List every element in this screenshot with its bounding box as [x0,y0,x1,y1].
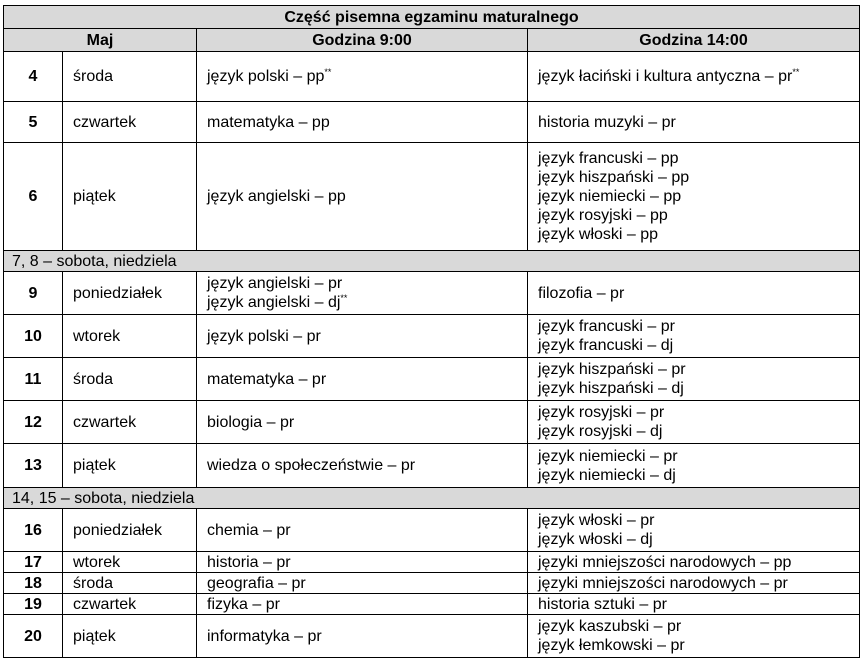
exam-subject: język francuski – pr [538,318,675,335]
exam-entry [538,553,849,572]
weekend-row [4,488,860,509]
day-number: 11 [4,358,63,401]
exam-subject: matematyka – pp [207,113,330,131]
title-row [4,6,860,29]
exam-entry [538,511,849,530]
exam-subject: język francuski – dj [538,337,674,354]
exam-subject: język rosyjski – dj [538,423,663,440]
weekday: piątek [63,615,197,658]
header-morning: Godzina 9:00 [197,29,528,52]
schedule-body [4,52,860,658]
footnote-marker: ** [792,67,800,77]
exam-subject: chemia – pr [207,521,291,539]
exam-entry [207,521,517,540]
afternoon-exams [528,272,860,315]
exam-row [4,358,860,401]
header-month: Maj [4,29,197,52]
exam-schedule-table [3,5,860,658]
day-number: 5 [4,102,63,143]
exam-subject: język kaszubski – pr [538,618,682,635]
morning-exams [197,401,528,444]
morning-exams [197,594,528,615]
exam-entry [207,553,517,572]
weekday: czwartek [63,102,197,143]
exam-entry [538,595,849,614]
morning-exams [197,272,528,315]
exam-entry [538,149,849,168]
day-number: 17 [4,552,63,573]
weekday: środa [63,573,197,594]
exam-subject: język angielski – pp [207,188,346,205]
day-number: 6 [4,143,63,251]
weekday: środa [63,52,197,102]
exam-subject: język hiszpański – dj [538,380,684,397]
exam-subject: języki mniejszości narodowych – pr [538,574,788,592]
exam-entry [207,67,517,86]
weekend-label: 7, 8 – sobota, niedziela [4,251,860,272]
exam-row [4,143,860,251]
morning-exams [197,315,528,358]
exam-subject: język hiszpański – pp [538,169,690,186]
exam-row [4,102,860,143]
exam-entry [207,327,517,346]
day-number: 13 [4,444,63,488]
exam-subject: historia sztuki – pr [538,595,667,613]
exam-subject: język niemiecki – dj [538,466,676,484]
exam-subject: język niemiecki – pp [538,188,682,205]
exam-entry [538,636,849,655]
weekday: czwartek [63,401,197,444]
exam-subject: język niemiecki – pr [538,447,678,465]
day-number: 12 [4,401,63,444]
exam-entry [207,370,517,389]
morning-exams [197,52,528,102]
exam-row [4,52,860,102]
exam-subject: fizyka – pr [207,595,280,613]
day-number: 19 [4,594,63,615]
afternoon-exams [528,552,860,573]
exam-entry [538,225,849,244]
weekday: poniedziałek [63,272,197,315]
exam-subject: język angielski – pr [207,275,343,292]
exam-entry [538,360,849,379]
exam-subject: matematyka – pr [207,370,327,388]
exam-entry [538,284,849,303]
weekday: piątek [63,143,197,251]
exam-entry [538,187,849,206]
exam-entry [538,317,849,336]
footnote-marker: ** [324,67,332,77]
weekday: wtorek [63,552,197,573]
afternoon-exams [528,143,860,251]
exam-entry [538,336,849,355]
exam-subject: wiedza o społeczeństwie – pr [207,457,416,474]
exam-subject: filozofia – pr [538,284,625,302]
exam-subject: biologia – pr [207,413,295,431]
morning-exams [197,509,528,552]
exam-entry [207,293,517,312]
weekday: piątek [63,444,197,488]
exam-row [4,552,860,573]
morning-exams [197,573,528,594]
weekend-label: 14, 15 – sobota, niedziela [4,488,860,509]
header-afternoon: Godzina 14:00 [528,29,860,52]
afternoon-exams [528,102,860,143]
afternoon-exams [528,615,860,658]
exam-entry [538,403,849,422]
afternoon-exams [528,358,860,401]
morning-exams [197,102,528,143]
exam-row [4,444,860,488]
exam-subject: język włoski – dj [538,531,653,548]
exam-subject: język włoski – pp [538,226,659,243]
exam-subject: język hiszpański – pr [538,361,686,378]
exam-entry [538,422,849,441]
afternoon-exams [528,444,860,488]
table-title: Część pisemna egzaminu maturalnego [4,6,860,29]
exam-entry [538,617,849,636]
afternoon-exams [528,401,860,444]
exam-subject: informatyka – pr [207,627,322,645]
morning-exams [197,615,528,658]
weekday: wtorek [63,315,197,358]
exam-subject: język łemkowski – pr [538,637,685,654]
exam-entry [207,627,517,646]
exam-subject: język włoski – pr [538,512,655,529]
header-row [4,29,860,52]
exam-entry [538,168,849,187]
day-number: 16 [4,509,63,552]
exam-entry [538,447,849,466]
afternoon-exams [528,573,860,594]
morning-exams [197,552,528,573]
exam-subject: język francuski – pp [538,150,679,167]
exam-subject: geografia – pr [207,574,306,592]
exam-entry [538,574,849,593]
exam-subject: język angielski – dj [207,294,341,311]
morning-exams [197,358,528,401]
weekday: czwartek [63,594,197,615]
footnote-marker: ** [340,293,348,303]
afternoon-exams [528,594,860,615]
weekday: środa [63,358,197,401]
exam-subject: język łaciński i kultura antyczna – pr [538,68,793,85]
day-number: 9 [4,272,63,315]
exam-subject: język rosyjski – pr [538,404,665,421]
afternoon-exams [528,52,860,102]
exam-entry [538,379,849,398]
exam-subject: język polski – pp [207,68,325,85]
exam-entry [538,113,849,132]
exam-entry [207,274,517,293]
morning-exams [197,444,528,488]
exam-row [4,401,860,444]
exam-entry [538,206,849,225]
exam-row [4,573,860,594]
exam-row [4,272,860,315]
afternoon-exams [528,315,860,358]
day-number: 10 [4,315,63,358]
exam-subject: historia muzyki – pr [538,113,676,131]
day-number: 18 [4,573,63,594]
exam-entry [207,595,517,614]
exam-subject: języki mniejszości narodowych – pp [538,553,792,571]
exam-row [4,509,860,552]
exam-entry [207,456,517,475]
exam-subject: język polski – pr [207,327,321,345]
weekday: poniedziałek [63,509,197,552]
exam-subject: historia – pr [207,553,291,571]
exam-row [4,315,860,358]
exam-entry [207,113,517,132]
afternoon-exams [528,509,860,552]
exam-entry [207,413,517,432]
exam-entry [538,67,849,86]
day-number: 4 [4,52,63,102]
exam-row [4,594,860,615]
day-number: 20 [4,615,63,658]
exam-entry [538,530,849,549]
exam-entry [207,574,517,593]
weekend-row [4,251,860,272]
exam-entry [538,466,849,485]
morning-exams [197,143,528,251]
exam-row [4,615,860,658]
exam-subject: język rosyjski – pp [538,207,668,224]
exam-entry [207,187,517,206]
